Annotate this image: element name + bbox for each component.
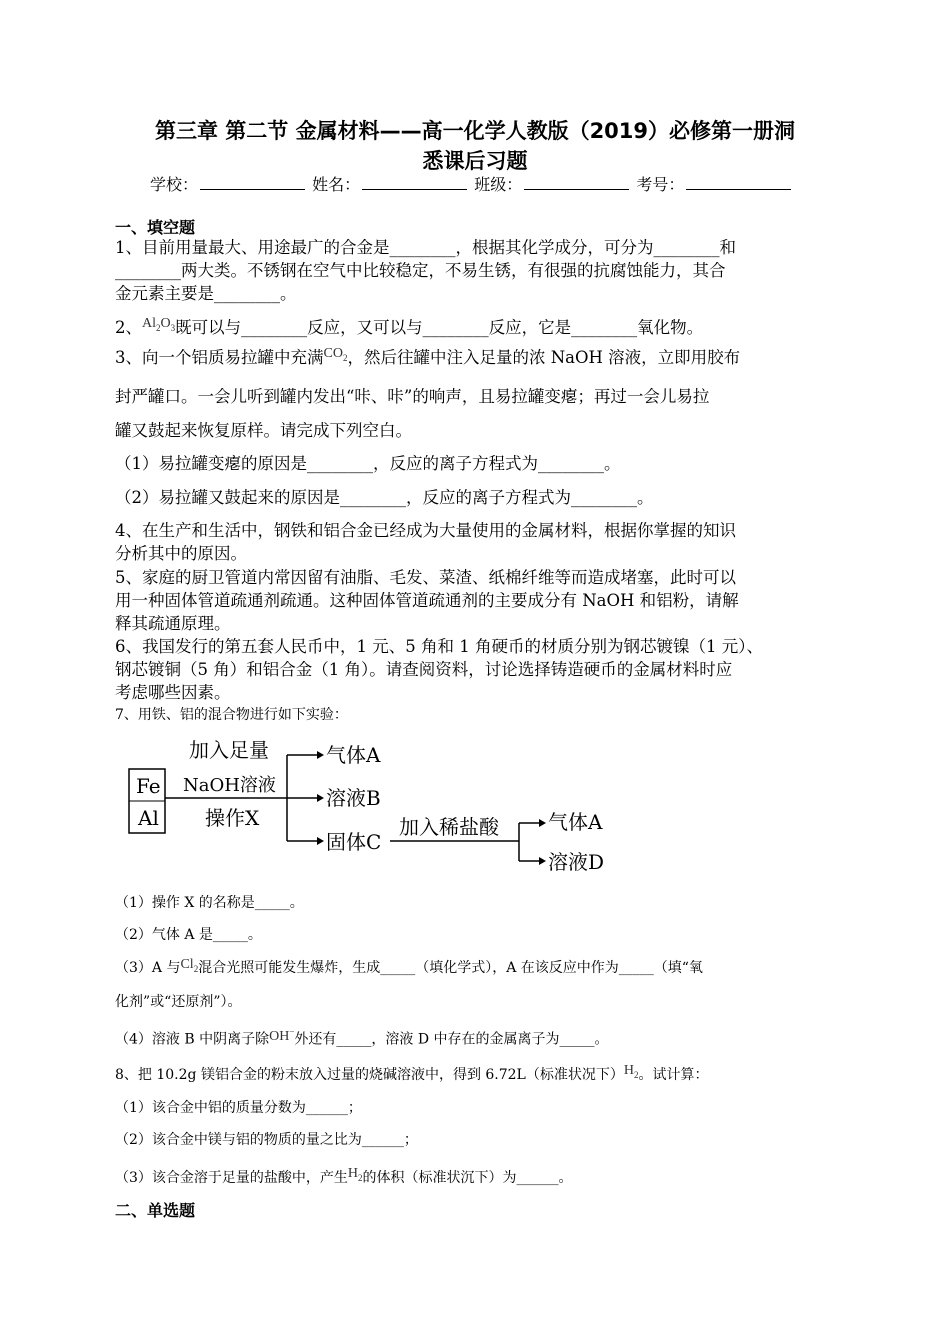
school-label: 学校：	[150, 175, 199, 194]
q7-sub-2: （2）气体 A 是_____。	[115, 927, 262, 943]
student-info-row	[150, 172, 793, 195]
question-6	[115, 635, 840, 704]
q8-formula-sub: 2	[633, 1069, 639, 1080]
q1-line-1: 1、目前用量最大、用途最广的合金是________，根据其化学成分，可分为________和	[115, 238, 736, 257]
class-blank[interactable]	[524, 175, 629, 190]
q6-line-1: 6、我国发行的第五套人民币中，1 元、5 角和 1 角硬币的材质分别为钢芯镀镍（1 元）、	[115, 637, 763, 656]
question-5	[115, 566, 840, 635]
label-gas-a: 气体A	[326, 743, 381, 767]
q5-line-2: 用一种固体管道疏通剂疏通。这种固体管道疏通剂的主要成分有 NaOH 和铝粉，请解	[115, 591, 739, 610]
q2-number: 2、	[115, 318, 142, 337]
q3-formula	[324, 346, 348, 361]
q6-line-2: 钢芯镀铜（5 角）和铝合金（1 角）。请查阅资料，讨论选择铸造硬币的金属材料时应	[115, 660, 733, 679]
q7-sub-3-post: 混合光照可能发生爆炸，生成_____（填化学式），A 在该反应中作为_____（填“氧	[198, 960, 703, 976]
label-fe: Fe	[136, 774, 161, 798]
school-blank[interactable]	[200, 175, 305, 190]
label-gas-a-2: 气体A	[548, 810, 603, 834]
q1-line-2: ________两大类。不锈钢在空气中比较稳定，不易生锈，有很强的抗腐蚀能力，其合	[115, 261, 726, 280]
arrowhead-gas-a	[317, 751, 324, 759]
q8-post: 。试计算：	[638, 1067, 709, 1083]
label-solution-b: 溶液B	[326, 786, 381, 810]
q3-text-pre: 3、向一个铝质易拉罐中充满	[115, 348, 324, 367]
label-al: Al	[138, 806, 159, 830]
label-solution-d: 溶液D	[548, 850, 605, 874]
experiment-flow-diagram	[127, 735, 627, 885]
question-3	[115, 346, 840, 376]
label-operation-x: 操作X	[205, 806, 260, 830]
q8-sub-3-post: 的体积（标准状沉下）为______。	[362, 1170, 573, 1186]
question-4	[115, 519, 840, 565]
q2-formula-o: O	[160, 316, 171, 331]
q1-line-3: 金元素主要是________。	[115, 284, 297, 303]
question-1	[115, 236, 840, 305]
q8-sub-3	[115, 1168, 840, 1193]
q8-sub-3-formula	[348, 1166, 363, 1181]
q8-formula	[624, 1063, 639, 1078]
page-title	[110, 116, 840, 176]
label-solid-c: 固体C	[326, 830, 382, 854]
q7-sub-4-formula	[269, 1026, 295, 1044]
q5-line-3: 释其疏通原理。	[115, 614, 231, 633]
q3-line-2: 封严罐口。一会儿听到罐内发出“咔、咔”的响声，且易拉罐变瘪；再过一会儿易拉	[115, 387, 710, 406]
q2-formula-sub2: 3	[170, 322, 176, 333]
title-line-1: 第三章 第二节 金属材料——高一化学人教版（2019）必修第一册洞	[154, 119, 796, 143]
arrowhead-solution-d	[539, 857, 546, 865]
q7-formula-cl: Cl	[180, 957, 194, 972]
q3-text-post: ，然后往罐中注入足量的浓 NaOH 溶液，立即用胶布	[347, 348, 741, 367]
q7-formula-sup: −	[289, 1026, 295, 1036]
q2-formula-al: Al	[142, 316, 156, 331]
label-add-sufficient: 加入足量	[189, 738, 269, 762]
q8-sub-1: （1）该合金中铝的质量分数为______；	[115, 1100, 362, 1116]
q6-line-3: 考虑哪些因素。	[115, 683, 231, 702]
q2-formula	[142, 316, 175, 331]
q7-sub-4	[115, 1025, 840, 1051]
section-heading-fill-in: 一、填空题	[115, 218, 196, 237]
class-label: 班级：	[474, 175, 523, 194]
number-blank[interactable]	[686, 175, 791, 190]
q8-sub-3-formula-h: H	[347, 1166, 359, 1181]
arrowhead-gas-a-2	[539, 819, 546, 827]
q3-line-3: 罐又鼓起来恢复原样。请完成下列空白。	[115, 421, 412, 440]
arrowhead-solution-b	[317, 794, 324, 802]
q7-sub-3-line-2: 化剂”或“还原剂”）。	[115, 994, 242, 1010]
q2-text: 既可以与________反应，又可以与________反应，它是________氧化物。	[175, 318, 704, 337]
q7-formula-sub: 2	[193, 963, 199, 974]
label-naoh-solution: NaOH溶液	[183, 775, 276, 796]
q7-sub-3-pre: （3）A 与	[115, 960, 181, 976]
label-add-dilute-hcl: 加入稀盐酸	[399, 815, 499, 839]
q7-formula-oh: OH	[269, 1028, 290, 1044]
q7-stem: 7、用铁、铝的混合物进行如下实验：	[115, 707, 348, 723]
arrowhead-solid-c	[317, 837, 324, 845]
number-label: 考号：	[636, 175, 685, 194]
question-2	[115, 316, 840, 346]
q3-formula-co: CO	[323, 346, 343, 361]
section-heading-single-choice: 二、单选题	[115, 1201, 196, 1220]
q5-line-1: 5、家庭的厨卫管道内常因留有油脂、毛发、菜渣、纸棉纤维等而造成堵塞，此时可以	[115, 568, 736, 587]
q2-formula-sub1: 2	[156, 322, 161, 333]
q7-sub-3	[115, 958, 840, 983]
q7-sub-4-pre: （4）溶液 B 中阴离子除	[115, 1031, 270, 1048]
q4-line-2: 分析其中的原因。	[115, 544, 247, 563]
q8-sub-2: （2）该合金中镁与铝的物质的量之比为______；	[115, 1132, 418, 1148]
q8-pre: 8、把 10.2g 镁铝合金的粉末放入过量的烧碱溶液中，得到 6.72L（标准状况下）	[115, 1067, 624, 1083]
question-8	[115, 1065, 840, 1090]
q3-sub-2: （2）易拉罐又鼓起来的原因是________，反应的离子方程式为________。	[115, 488, 654, 507]
q8-sub-3-pre: （3）该合金溶于足量的盐酸中，产生	[115, 1170, 348, 1186]
q3-sub-1: （1）易拉罐变瘪的原因是________，反应的离子方程式为________。	[115, 454, 621, 473]
name-label: 姓名：	[312, 175, 361, 194]
q8-sub-3-formula-sub: 2	[358, 1172, 363, 1183]
q4-line-1: 4、在生产和生活中，钢铁和铝合金已经成为大量使用的金属材料，根据你掌握的知识	[115, 521, 736, 540]
q8-formula-h: H	[623, 1063, 634, 1078]
q7-sub-4-post: 外还有_____，溶液 D 中存在的金属离子为_____。	[294, 1031, 609, 1048]
title-line-2: 悉课后习题	[422, 149, 528, 173]
q3-formula-sub: 2	[342, 352, 348, 363]
name-blank[interactable]	[362, 175, 467, 190]
q7-sub-3-formula	[180, 957, 198, 972]
q7-sub-1: （1）操作 X 的名称是_____。	[115, 895, 304, 911]
